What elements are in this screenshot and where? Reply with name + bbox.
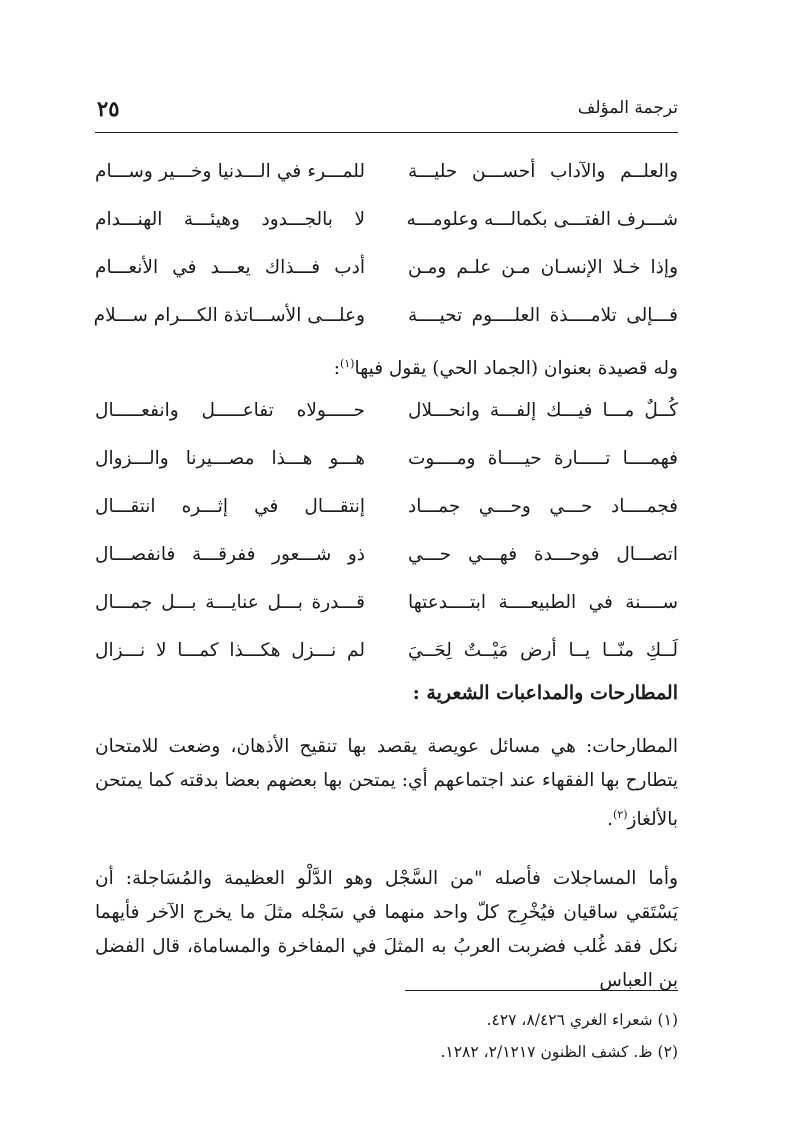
poem-introduction xyxy=(334,348,678,385)
paragraph-definition xyxy=(95,730,678,837)
poem-introduction-text: وله قصيدة بعنوان (الجماد الحي) يقول فيها xyxy=(354,358,678,380)
verse-first-hemistich: لَــكِ منّــا يــا أرض مَيْــتٌ لِحَــيَ xyxy=(408,640,678,661)
paragraph-period: . xyxy=(607,809,614,831)
verse-second-hemistich: قـــدرة بـــل عنايـــة بـــل جمـــال xyxy=(95,592,365,613)
verse-line xyxy=(95,635,678,683)
verse-second-hemistich: إنتقـــال في إثـــره انتقـــال xyxy=(95,496,365,517)
verse-first-hemistich: فـــإلى تلامــــذة العلــــوم تحيــــة xyxy=(408,305,678,326)
poem-block-2 xyxy=(95,395,678,683)
verse-line xyxy=(95,395,678,443)
paragraph-text: المطارحات: هي مسائل عويصة يقصد بها تنقيح الأذهان، وضعت للامتحان يتطارح بها الفقهاء عند اجتماعهم أي: يمتحن بها بعضهم بعضا بدقته كما يمتحن بالألغاز xyxy=(95,736,678,831)
verse-second-hemistich: هـــو هـــذا مصـــيرنا والـــزوال xyxy=(95,448,365,469)
page-header xyxy=(95,92,678,133)
verse-line xyxy=(95,204,678,252)
verse-first-hemistich: شـــرف الفتـــى بكمالـــه وعلومـــه xyxy=(406,209,678,230)
verse-second-hemistich: لا بالجـــدود وهيئـــة الهنـــدام xyxy=(95,209,365,230)
verse-first-hemistich: فجمــــاد حـــي وحـــي جمـــاد xyxy=(408,496,678,517)
verse-second-hemistich: أدب فـــذاك يعـــد في الأنعـــام xyxy=(95,257,365,278)
footnote-item: (١) شعراء الغري ٨/٤٢٦، ٤٢٧. xyxy=(486,1011,678,1029)
verse-line xyxy=(95,300,678,348)
verse-first-hemistich: كُــلٌ مـــا فيـــك إلفـــة وانحـــلال xyxy=(408,400,678,421)
verse-line xyxy=(95,443,678,491)
paragraph-text: وأما المساجلات فأصله "من السَّجْل وهو الدَّلْو العظيمة والمُسَاجلة: أن يَسْتَقي ساقيان فيُخْرِج كلّ واحد منهما في سَجْله مثلَ ما يخرج الآخر فأيهما نكل فقد غُلب فضربت العربُ به المثلَ في المفاخرة والمساماة، قال الفضل بن العباس xyxy=(95,868,678,991)
verse-first-hemistich: ســــنة في الطبيعــــة ابتــــدعتها xyxy=(408,592,678,613)
verse-first-hemistich: وإذا خـلا الإنسـان مـن علـم ومـن xyxy=(408,257,678,278)
verse-first-hemistich: والعلــم والآداب أحســـن حليـــة xyxy=(408,161,678,182)
verse-line xyxy=(95,587,678,635)
verse-first-hemistich: اتصـــال فوحـــدة فهـــي حـــي xyxy=(408,544,678,565)
verse-line xyxy=(95,252,678,300)
verse-second-hemistich: ذو شـــعور ففرقـــة فانفصـــال xyxy=(95,544,365,565)
poem-introduction-colon: : xyxy=(333,358,340,380)
paragraph-musajalat xyxy=(95,862,678,998)
page-number: ٢٥ xyxy=(97,96,120,121)
footnotes xyxy=(95,1004,678,1068)
poem-block-1 xyxy=(95,156,678,348)
verse-second-hemistich: وعلـــى الأســـاتذة الكـــرام ســـلام xyxy=(93,305,365,326)
footnote-separator xyxy=(405,990,678,991)
verse-second-hemistich: لم نـــزل هكـــذا كمـــا لا نـــزال xyxy=(95,640,365,661)
footnote-reference: (٢) xyxy=(613,808,628,821)
section-heading: المطارحات والمداعبات الشعرية : xyxy=(412,682,678,704)
footnote-item: (٢) ظ. كشف الظنون ٢/١٢١٧، ١٢٨٢. xyxy=(440,1043,678,1061)
verse-line xyxy=(95,156,678,204)
running-title: ترجمة المؤلف xyxy=(577,98,678,118)
verse-second-hemistich: حـــــولاه تفاعـــــل وانفعـــــال xyxy=(95,400,365,421)
verse-line xyxy=(95,491,678,539)
footnote-reference: (١) xyxy=(339,357,355,370)
verse-first-hemistich: فهمــــا تـــــارة حيــــاة ومــــوت xyxy=(408,448,678,469)
verse-second-hemistich: للمـــرء في الـــدنيا وخـــير وســـام xyxy=(95,161,365,182)
verse-line xyxy=(95,539,678,587)
